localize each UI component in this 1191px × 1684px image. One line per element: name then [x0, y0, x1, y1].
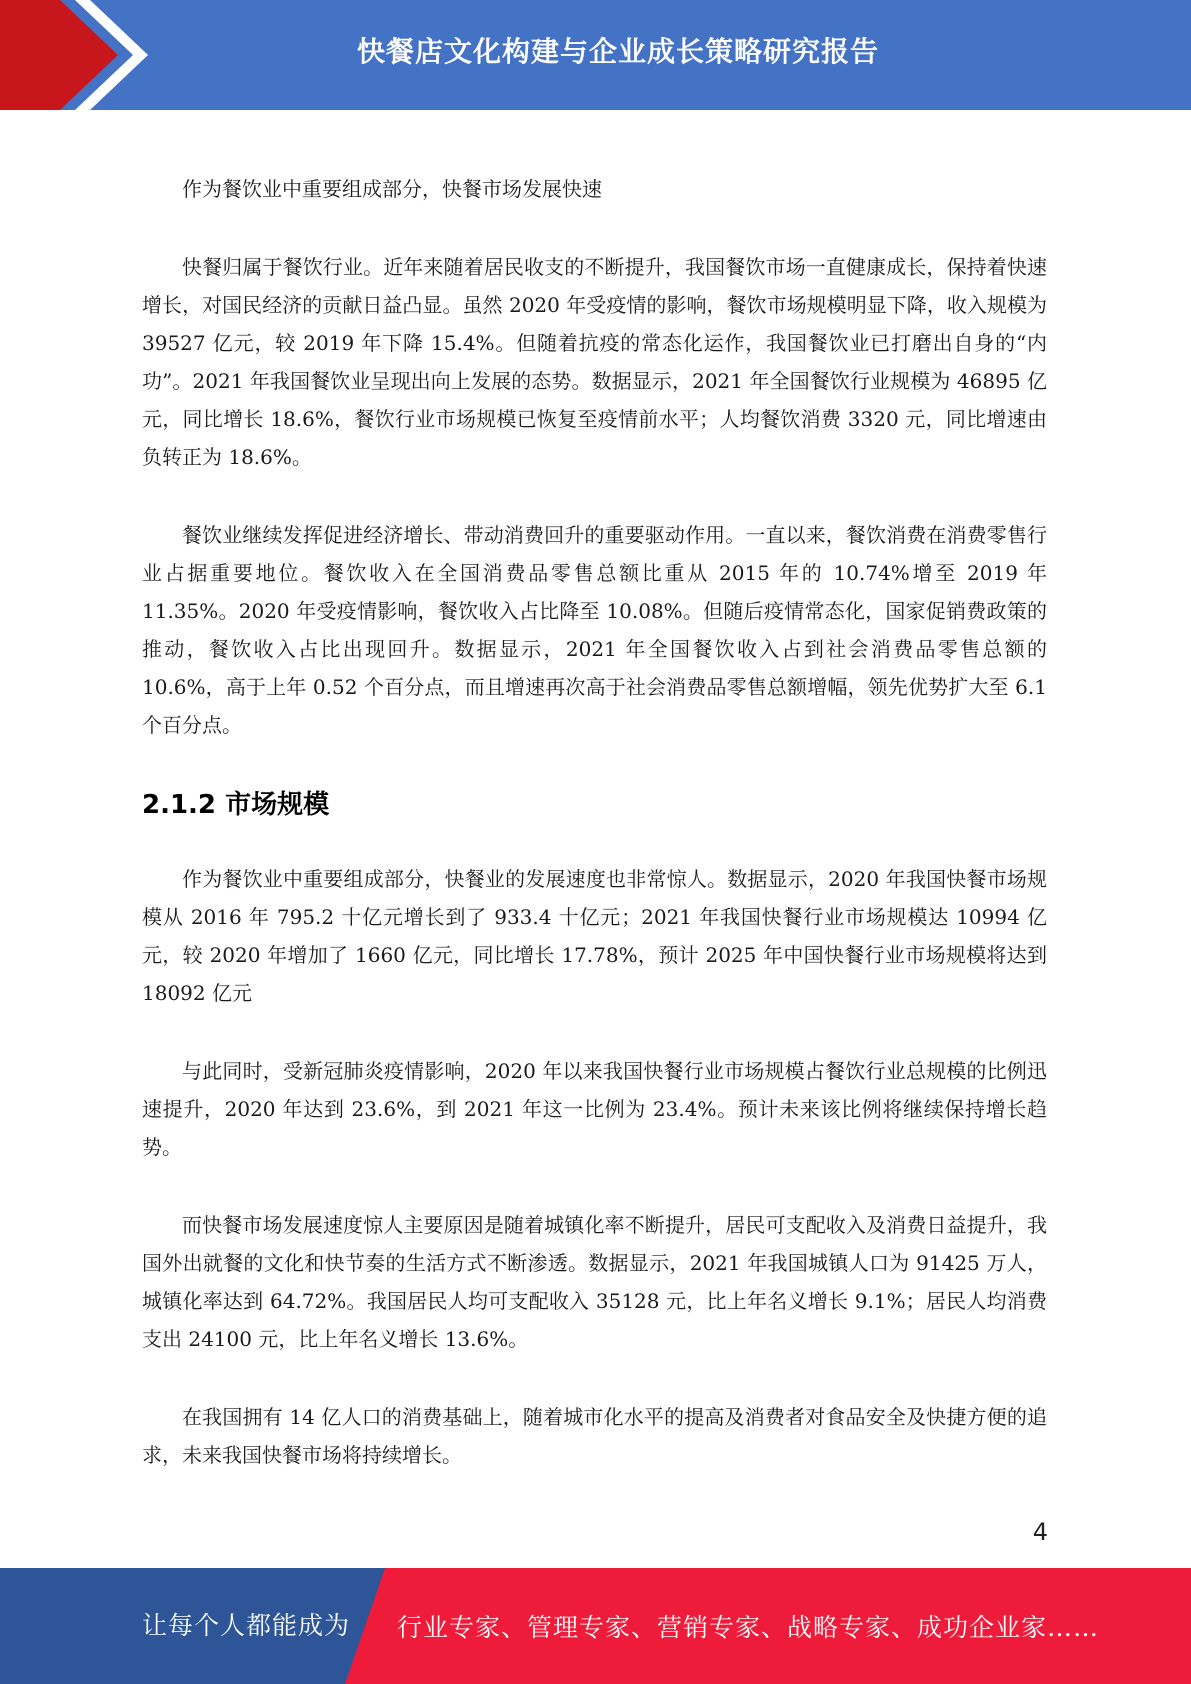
section-heading-market-size: 2.1.2 市场规模 — [142, 790, 330, 820]
paragraph-outlook: 在我国拥有 14 亿人口的消费基础上，随着城市化水平的提高及消费者对食品安全及快捷方便的追求，未来我国快餐市场将持续增长。 — [142, 1405, 1047, 1467]
footer-slogan-right: 行业专家、管理专家、营销专家、战略专家、成功企业家…… — [397, 1613, 1100, 1642]
header-title: 快餐店文化构建与企业成长策略研究报告 — [356, 35, 879, 68]
document-body — [142, 170, 1047, 1514]
page-header — [0, 0, 1191, 110]
footer-slogan-left: 让每个人都能成为 — [142, 1611, 351, 1640]
page-footer — [0, 1568, 1191, 1684]
paragraph-restaurant-market: 快餐归属于餐饮行业。近年来随着居民收支的不断提升，我国餐饮市场一直健康成长，保持着快速增长，对国民经济的贡献日益凸显。虽然 2020 年受疫情的影响，餐饮市场规模明显下降，收入规模为 39527 亿元，较 2019 年下降 15.4%。但随着抗疫的常态化运作，我国餐饮业已打磨出自身的“内功”。2021 年我国餐饮业呈现出向上发展的态势。数据显示，2021 年全国餐饮行业规模为 46895 亿元，同比增长 18.6%，餐饮行业市场规模已恢复至疫情前水平；人均餐饮消费 3320 元，同比增速由负转正为 18.6%。 — [142, 255, 1047, 469]
paragraph-restaurant-share: 餐饮业继续发挥促进经济增长、带动消费回升的重要驱动作用。一直以来，餐饮消费在消费零售行业占据重要地位。餐饮收入在全国消费品零售总额比重从 2015 年的 10.74%增至 2019 年 11.35%。2020 年受疫情影响，餐饮收入占比降至 10.08%。但随后疫情常态化，国家促销费政策的推动，餐饮收入占比出现回升。数据显示，2021 年全国餐饮收入占到社会消费品零售总额的 10.6%，高于上年 0.52 个百分点，而且增速再次高于社会消费品零售总额增幅，领先优势扩大至 6.1 个百分点。 — [142, 523, 1047, 737]
paragraph-intro: 作为餐饮业中重要组成部分，快餐市场发展快速 — [182, 177, 602, 201]
paragraph-urbanization: 而快餐市场发展速度惊人主要原因是随着城镇化率不断提升，居民可支配收入及消费日益提升，我国外出就餐的文化和快节奏的生活方式不断渗透。数据显示，2021 年我国城镇人口为 91425 万人，城镇化率达到 64.72%。我国居民人均可支配收入 35128 元，比上年名义增长 9.1%；居民人均消费支出 24100 元，比上年名义增长 13.6%。 — [142, 1213, 1047, 1351]
page-number: 4 — [1032, 1518, 1048, 1546]
paragraph-fastfood-ratio: 与此同时，受新冠肺炎疫情影响，2020 年以来我国快餐行业市场规模占餐饮行业总规模的比例迅速提升，2020 年达到 23.6%，到 2021 年这一比例为 23.4%。预计未来该比例将继续保持增长趋势。 — [142, 1059, 1047, 1159]
paragraph-fastfood-growth: 作为餐饮业中重要组成部分，快餐业的发展速度也非常惊人。数据显示，2020 年我国快餐市场规模从 2016 年 795.2 十亿元增长到了 933.4 十亿元；2021 年我国快餐行业市场规模达 10994 亿元，较 2020 年增加了 1660 亿元，同比增长 17.78%，预计 2025 年中国快餐行业市场规模将达到 18092 亿元 — [142, 867, 1047, 1005]
